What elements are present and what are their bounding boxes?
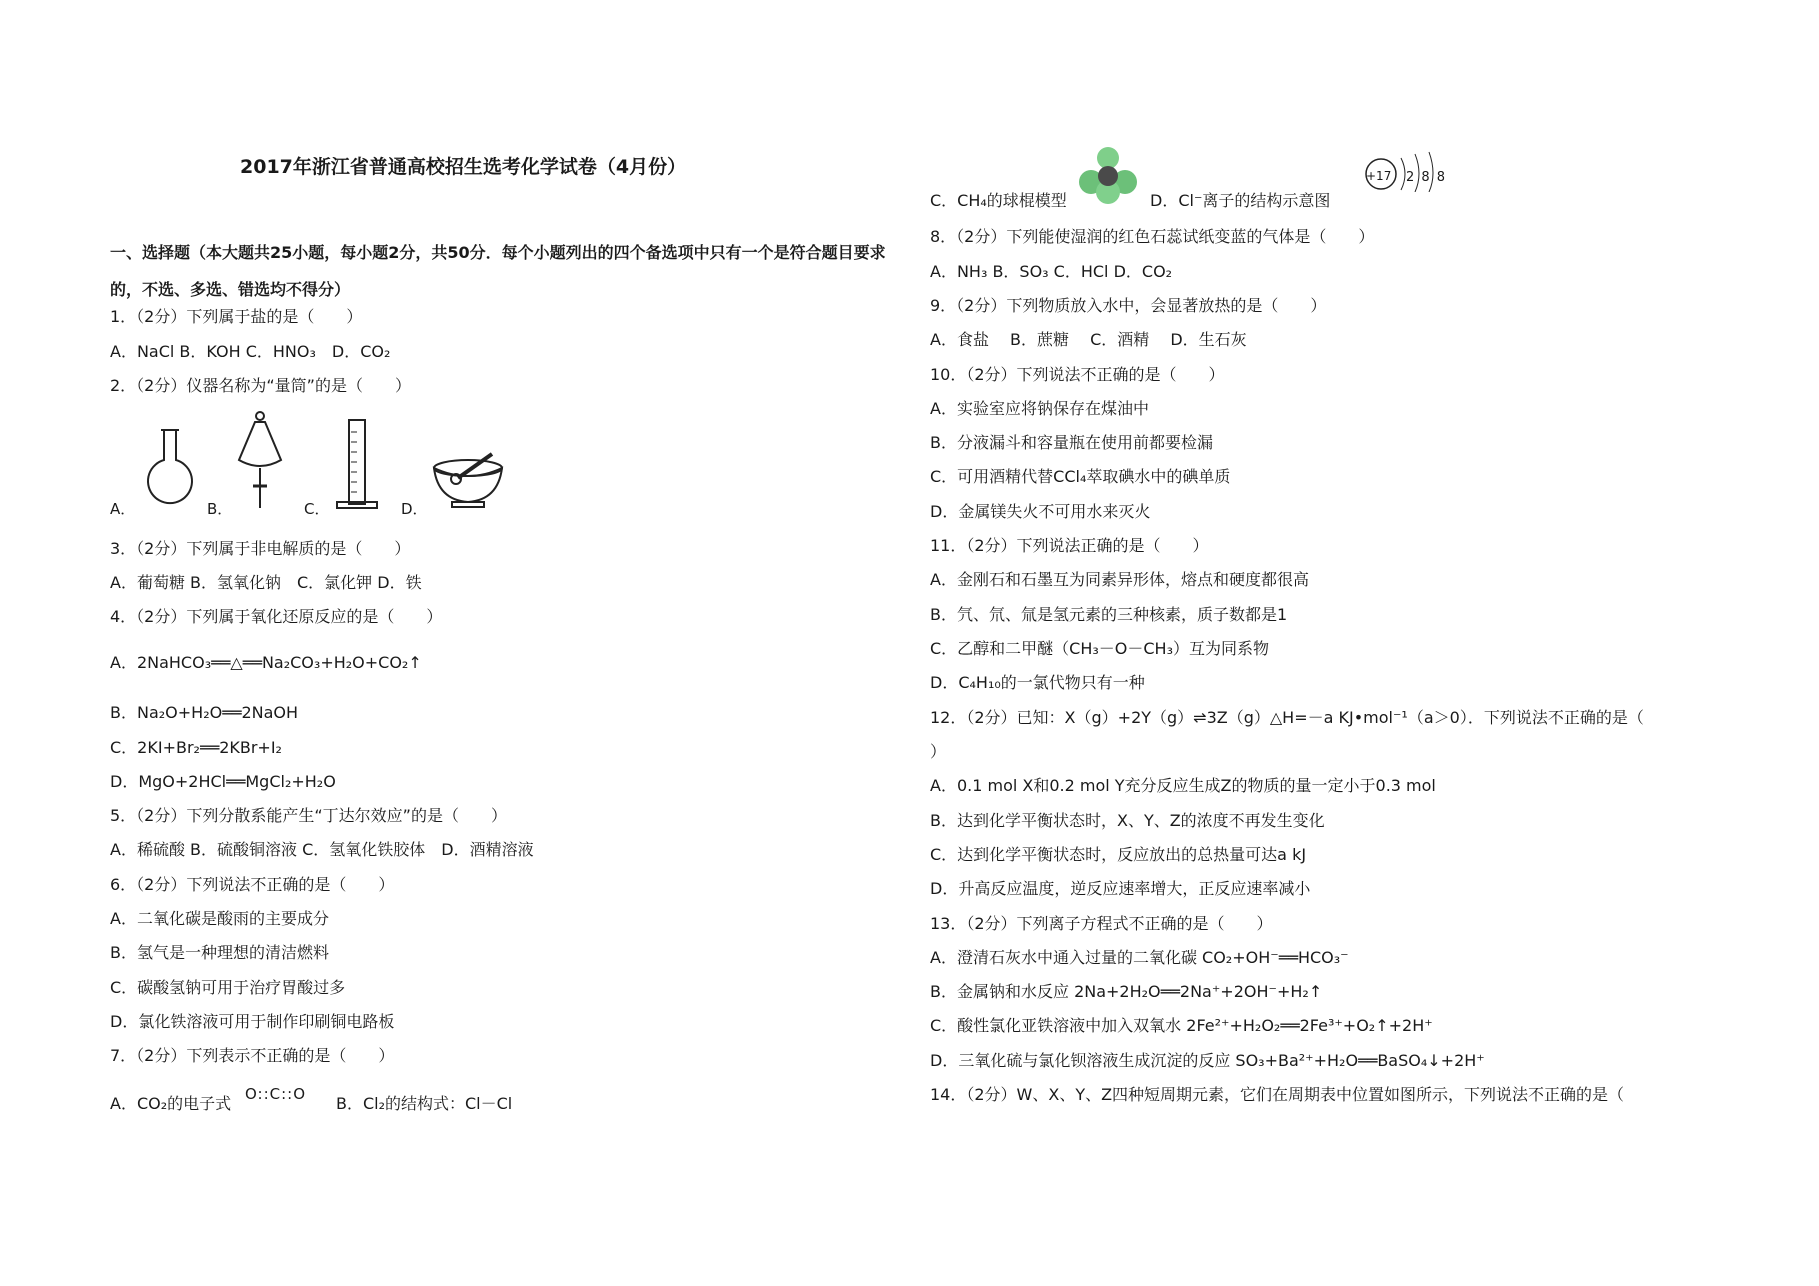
q13-option-d: D．三氧化硫与氯化钡溶液生成沉淀的反应 SO₃+Ba²⁺+H₂O══BaSO₄↓+2H⁺ — [930, 1051, 1485, 1070]
ch4-ball-stick-model-image — [1077, 146, 1139, 206]
q12-stem-continued: ） — [930, 742, 947, 761]
q4-option-d: D．MgO+2HCl══MgCl₂+H₂O — [110, 772, 336, 791]
separatory-funnel-image — [235, 410, 285, 510]
q10-stem: 10．（2分）下列说法不正确的是（ ） — [930, 365, 1225, 384]
q5-stem: 5．（2分）下列分散系能产生“丁达尔效应”的是（ ） — [110, 806, 507, 825]
graduated-cylinder-image — [335, 418, 379, 510]
q6-option-d: D．氯化铁溶液可用于制作印刷铜电路板 — [110, 1012, 395, 1031]
paper-title: 2017年浙江省普通高校招生选考化学试卷（4月份） — [240, 156, 687, 178]
q11-option-c: C．乙醇和二甲醚（CH₃－O－CH₃）互为同系物 — [930, 639, 1270, 658]
q12-stem: 12．（2分）已知：X（g）+2Y（g）⇌3Z（g）△H=－a KJ•mol⁻¹（a＞0）．下列说法不正确的是（ — [930, 708, 1644, 727]
q2-option-b-label: B． — [207, 500, 233, 518]
q12-option-d: D．升高反应温度，逆反应速率增大，正反应速率减小 — [930, 879, 1311, 898]
q4-option-c: C．2KI+Br₂══2KBr+I₂ — [110, 738, 282, 757]
q10-option-b: B．分液漏斗和容量瓶在使用前都要检漏 — [930, 433, 1213, 452]
q2-stem: 2．（2分）仪器名称为“量筒”的是（ ） — [110, 376, 411, 395]
cl-electron-shells: 2 8 8 — [1406, 170, 1446, 185]
q12-option-c: C．达到化学平衡状态时，反应放出的总热量可达a kJ — [930, 845, 1307, 864]
q1-stem: 1．（2分）下列属于盐的是（ ） — [110, 307, 363, 326]
q6-option-c: C．碳酸氢钠可用于治疗胃酸过多 — [110, 978, 346, 997]
q3-stem: 3．（2分）下列属于非电解质的是（ ） — [110, 539, 411, 558]
q9-options: A．食盐 B．蔗糖 C．酒精 D．生石灰 — [930, 330, 1247, 349]
q4-stem: 4．（2分）下列属于氧化还原反应的是（ ） — [110, 607, 443, 626]
q12-option-a: A．0.1 mol X和0.2 mol Y充分反应生成Z的物质的量一定小于0.3 mol — [930, 776, 1436, 795]
q11-option-d: D．C₄H₁₀的一氯代物只有一种 — [930, 673, 1145, 692]
q4-option-a: A．2NaHCO₃══△══Na₂CO₃+H₂O+CO₂↑ — [110, 653, 422, 672]
cl-nucleus-charge: +17 — [1366, 169, 1392, 183]
q7-stem: 7．（2分）下列表示不正确的是（ ） — [110, 1046, 395, 1065]
q13-stem: 13．（2分）下列离子方程式不正确的是（ ） — [930, 914, 1273, 933]
q7-option-c: C．CH₄的球棍模型 — [930, 191, 1067, 210]
q9-stem: 9．（2分）下列物质放入水中，会显著放热的是（ ） — [930, 296, 1327, 315]
q2-option-d-label: D． — [401, 500, 428, 518]
section-heading: 一、选择题（本大题共25小题，每小题2分，共50分．每个小题列出的四个备选项中只有一个是符合题目要求的，不选、多选、错选均不得分） — [110, 243, 886, 299]
q12-option-b: B．达到化学平衡状态时，X、Y、Z的浓度不再发生变化 — [930, 811, 1325, 830]
mortar-pestle-image — [428, 448, 508, 510]
q7-option-b: B．Cl₂的结构式：Cl－Cl — [336, 1094, 513, 1113]
q14-stem: 14．（2分）W、X、Y、Z四种短周期元素，它们在周期表中位置如图所示，下列说法不正确的是（ — [930, 1085, 1625, 1104]
round-flask-image — [140, 428, 200, 512]
q11-option-a: A．金刚石和石墨互为同素异形体，熔点和硬度都很高 — [930, 570, 1309, 589]
q10-option-c: C．可用酒精代替CCl₄萃取碘水中的碘单质 — [930, 467, 1231, 486]
q2-option-c-label: C． — [304, 500, 330, 518]
q5-options: A．稀硫酸 B．硫酸铜溶液 C．氢氧化铁胶体 D．酒精溶液 — [110, 840, 534, 859]
q8-stem: 8．（2分）下列能使湿润的红色石蕊试纸变蓝的气体是（ ） — [930, 227, 1375, 246]
q6-option-a: A．二氧化碳是酸雨的主要成分 — [110, 909, 329, 928]
q11-option-b: B．氕、氘、氚是氢元素的三种核素，质子数都是1 — [930, 605, 1288, 624]
q10-option-a: A．实验室应将钠保存在煤油中 — [930, 399, 1149, 418]
q11-stem: 11．（2分）下列说法正确的是（ ） — [930, 536, 1209, 555]
q4-option-b: B．Na₂O+H₂O══2NaOH — [110, 703, 299, 722]
q8-options: A．NH₃ B．SO₃ C．HCl D．CO₂ — [930, 262, 1173, 281]
q7-option-d: D．Cl⁻离子的结构示意图 — [1150, 191, 1331, 210]
q3-options: A．葡萄糖 B．氢氧化钠 C．氯化钾 D．铁 — [110, 573, 422, 592]
q6-stem: 6．（2分）下列说法不正确的是（ ） — [110, 875, 395, 894]
q1-options: A．NaCl B．KOH C．HNO₃ D．CO₂ — [110, 342, 391, 361]
q13-option-b: B．金属钠和水反应 2Na+2H₂O══2Na⁺+2OH⁻+H₂↑ — [930, 982, 1323, 1001]
q2-option-a-label: A． — [110, 500, 136, 518]
q10-option-d: D．金属镁失火不可用水来灭火 — [930, 502, 1151, 521]
q13-option-c: C．酸性氯化亚铁溶液中加入双氧水 2Fe²⁺+H₂O₂══2Fe³⁺+O₂↑+2H⁺ — [930, 1016, 1433, 1035]
q6-option-b: B．氢气是一种理想的清洁燃料 — [110, 943, 329, 962]
q7-option-a: A．CO₂的电子式 — [110, 1094, 232, 1113]
q13-option-a: A．澄清石灰水中通入过量的二氧化碳 CO₂+OH⁻══HCO₃⁻ — [930, 948, 1349, 967]
co2-electron-formula: O::C::O — [245, 1085, 307, 1103]
